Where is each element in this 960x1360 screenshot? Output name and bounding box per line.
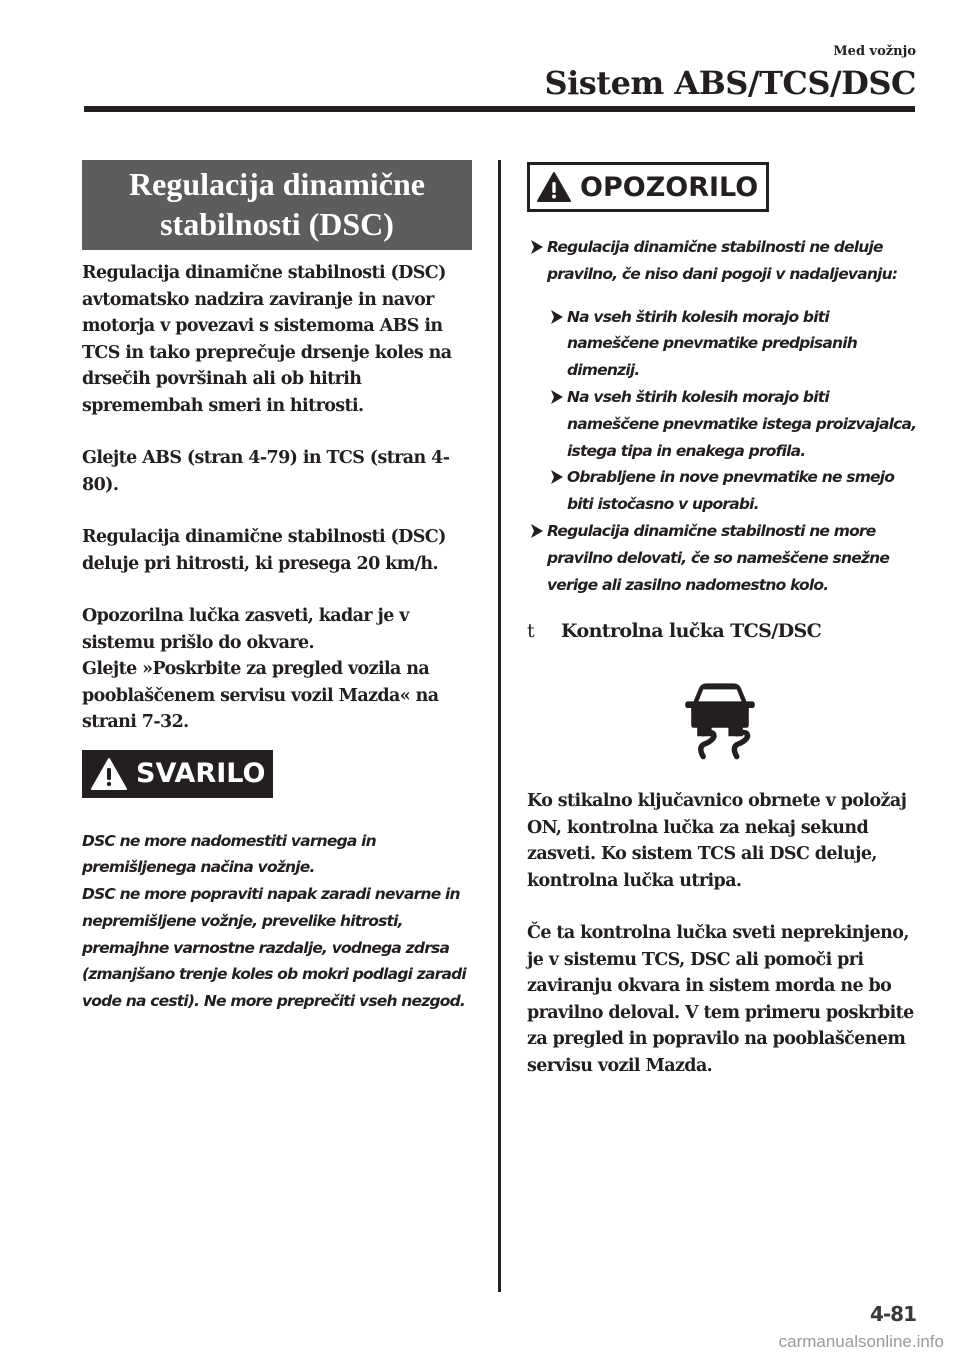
watermark: carmanualsonline.info bbox=[778, 1332, 944, 1351]
paragraph-speed: Regulacija dinamične stabilnosti (DSC) deluje pri hitrosti, ki presega 20 km/h. bbox=[82, 527, 446, 574]
subsection-title: Kontrolna lučka TCS/DSC bbox=[561, 620, 822, 643]
right-column bbox=[527, 162, 922, 1105]
warning-item bbox=[527, 518, 922, 598]
subsection-heading bbox=[527, 620, 922, 642]
warning-list bbox=[527, 234, 922, 598]
paragraph-warning-light: Opozorilna lučka zasveti, kadar je v sistemu prišlo do okvare. bbox=[82, 606, 409, 653]
warning-item-text: Regulacija dinamične stabilnosti ne more pravilno delovati, če so nameščene snežne verige ali zasilno nadomestno kolo. bbox=[547, 521, 890, 594]
header-rule bbox=[84, 106, 915, 112]
chevron-right-icon bbox=[547, 309, 567, 325]
paragraph-indicator-fault: Če ta kontrolna lučka sveti neprekinjeno, je v sistemu TCS, DSC ali pomoči pri zaviranju okvara in sistem morda ne bo pravilno deloval. V tem primeru poskrbite za pregled in popravilo na pooblaščenem servisu vozil Mazda. bbox=[527, 923, 914, 1076]
caution-label bbox=[82, 750, 273, 798]
section-title-line2: stabilnosti (DSC) bbox=[160, 206, 394, 242]
caution-label-text: SVARILO bbox=[136, 758, 266, 789]
column-divider bbox=[498, 160, 501, 1292]
paragraph-see-service: Glejte »Poskrbite za pregled vozila na pooblaščenem servisu vozil Mazda« na strani 7-32. bbox=[82, 659, 439, 732]
paragraph-indicator-on: Ko stikalno ključavnico obrnete v položaj ON, kontrolna lučka za nekaj sekund zasveti. Ko sistem TCS ali DSC deluje, kontrolna lučka utripa. bbox=[527, 791, 907, 891]
caution-lead: DSC ne more nadomestiti varnega in premišljenega načina vožnje. bbox=[82, 831, 376, 877]
tcs-dsc-skidding-car-icon bbox=[672, 664, 768, 776]
warning-subitem bbox=[547, 384, 922, 464]
paragraph-dsc-intro: Regulacija dinamične stabilnosti (DSC) avtomatsko nadzira zaviranje in navor motorja v povezavi s sistemoma ABS in TCS in tako preprečuje drsenje koles na drsečih površinah ali ob hitrih spremembah smeri in hitrosti. bbox=[82, 263, 452, 416]
warning-item-text: Regulacija dinamične stabilnosti ne deluje pravilno, če niso dani pogoji v nadaljevanju: bbox=[547, 238, 898, 283]
chevron-right-icon bbox=[527, 239, 547, 255]
section-title-line1: Regulacija dinamične bbox=[129, 166, 425, 202]
caution-body bbox=[82, 828, 472, 1016]
chevron-right-icon bbox=[547, 389, 567, 405]
chevron-right-icon bbox=[527, 523, 547, 539]
subsection-marker: t bbox=[527, 620, 535, 643]
header-title: Sistem ABS/TCS/DSC bbox=[544, 64, 916, 102]
warning-subitem-text: Na vseh štirih kolesih morajo biti nameščene pnevmatike predpisanih dimenzij. bbox=[567, 307, 857, 380]
warning-subitem-text: Na vseh štirih kolesih morajo biti nameščene pnevmatike istega proizvajalca, istega tipa in enakega profila. bbox=[567, 387, 917, 460]
left-column bbox=[82, 160, 472, 1015]
warning-label-text: OPOZORILO bbox=[580, 171, 759, 203]
caution-text: DSC ne more popraviti napak zaradi nevarne in nepremišljene vožnje, prevelike hitrosti, premajhne varnostne razdalje, vodnega zdrsa (zmanjšano trenje koles ob mokri podlagi zaradi vode na cesti). Ne more preprečiti vseh nezgod. bbox=[82, 885, 466, 1011]
section-title-box bbox=[82, 160, 472, 250]
page-number: 4-81 bbox=[869, 1302, 916, 1326]
warning-label bbox=[527, 162, 769, 212]
warning-subitem bbox=[547, 464, 922, 518]
chevron-right-icon bbox=[547, 469, 567, 485]
warning-triangle-icon bbox=[90, 757, 128, 791]
header-chapter: Med vožnjo bbox=[833, 44, 916, 59]
warning-triangle-icon bbox=[536, 171, 572, 203]
warning-subitem bbox=[547, 304, 922, 384]
warning-subitem-text: Obrabljene in nove pnevmatike ne smejo biti istočasno v uporabi. bbox=[567, 468, 895, 514]
paragraph-see-abs-tcs: Glejte ABS (stran 4-79) in TCS (stran 4-80). bbox=[82, 448, 450, 495]
warning-item bbox=[527, 234, 922, 288]
